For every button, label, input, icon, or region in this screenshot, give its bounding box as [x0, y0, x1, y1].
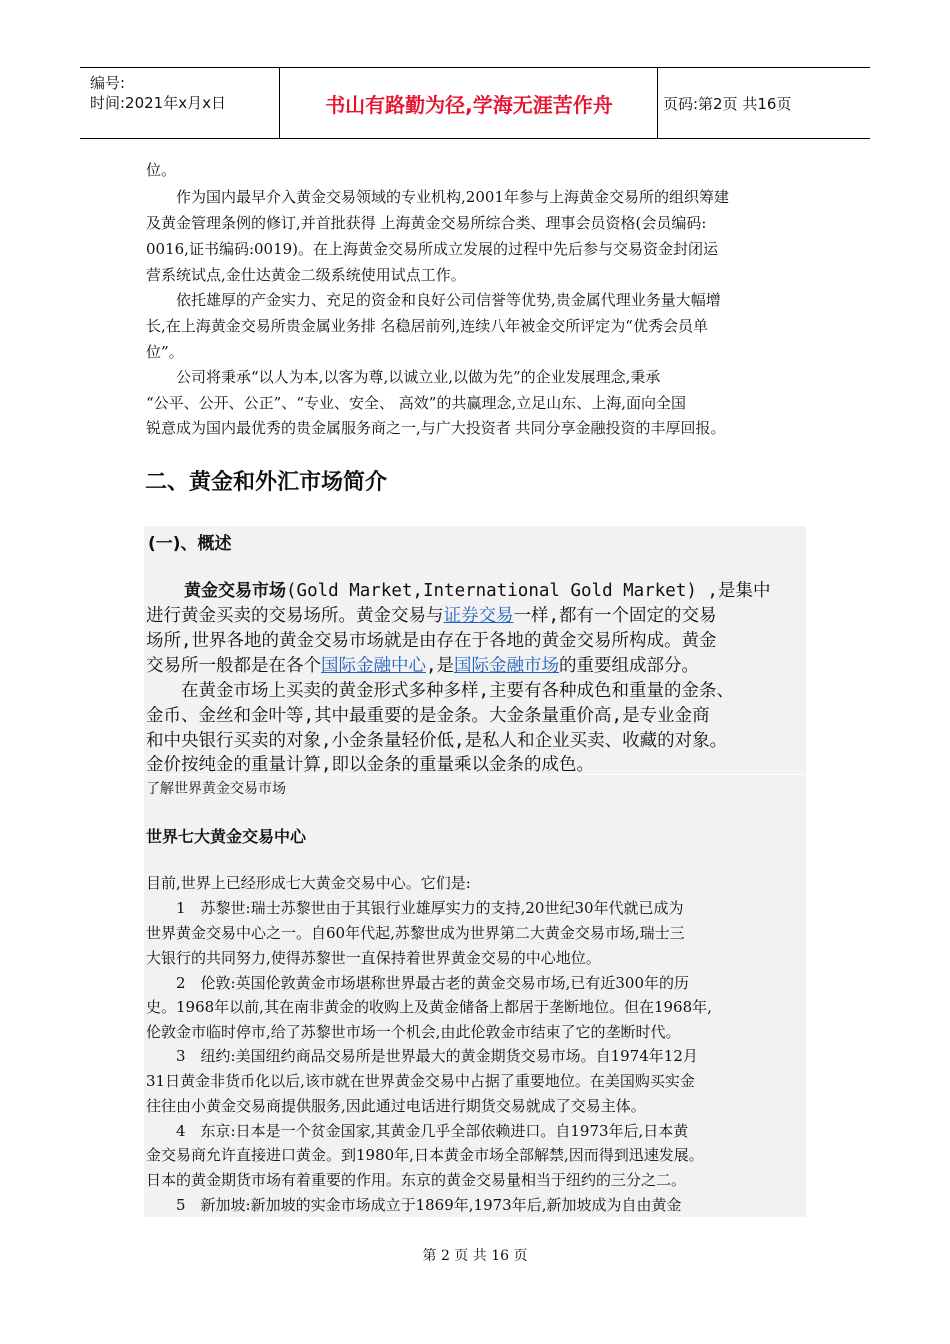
centers-line: 目前,世界上已经形成七大黄金交易中心。它们是:	[146, 874, 471, 892]
header-left-cell	[80, 68, 280, 138]
centers-line: 31日黄金非货币化以后,该市就在世界黄金交易中占据了重要地位。在美国购买实金	[146, 1072, 695, 1090]
header-page-info	[663, 68, 870, 138]
centers-line: 世界黄金交易中心之一。自60年代起,苏黎世成为世界第二大黄金交易市场,瑞士三	[146, 924, 685, 942]
page-header	[80, 67, 870, 139]
intro-line: 锐意成为国内最优秀的贵金属服务商之一,与广大投资者 共同分享金融投资的丰厚回报。	[146, 419, 726, 437]
intro-line: “公平、公开、公正”、“专业、安全、 高效”的共赢理念,立足山东、上海,面向全国	[146, 394, 686, 412]
centers-line: 伦敦金市临时停市,给了苏黎世市场一个机会,由此伦敦金市结束了它的垄断时代。	[146, 1023, 681, 1041]
centers-line: 3 纽约:美国纽约商品交易所是世界最大的黄金期货交易市场。自1974年12月	[146, 1047, 698, 1065]
centers-line: 1 苏黎世:瑞士苏黎世由于其银行业雄厚实力的支持,20世纪30年代就已成为	[146, 899, 684, 917]
centers-line: 5 新加坡:新加坡的实金市场成立于1869年,1973年后,新加坡成为自由黄金	[146, 1196, 682, 1214]
header-motto: 书山有路勤为径,学海无涯苦作舟	[281, 68, 658, 138]
intro-line: 位。	[146, 161, 177, 179]
document-number-label: 编号:	[90, 74, 126, 92]
learn-world-gold-market: 了解世界黄金交易市场	[146, 781, 286, 797]
centers-line: 4 东京:日本是一个贫金国家,其黄金几乎全部依赖进口。自1973年后,日本黄	[146, 1122, 689, 1140]
centers-line: 大银行的共同努力,使得苏黎世一直保持着世界黄金交易的中心地位。	[146, 949, 601, 967]
centers-line: 日本的黄金期货市场有着重要的作用。东京的黄金交易量相当于纽约的三分之二。	[146, 1171, 687, 1189]
intro-line: 0016,证书编码:0019)。在上海黄金交易所成立发展的过程中先后参与交易资金封闭运	[146, 240, 719, 258]
link-securities-trading[interactable]: 证券交易	[443, 606, 514, 626]
overview-line-7: 和中央银行买卖的对象,小金条量轻价低,是私人和企业买卖、收藏的对象。	[146, 731, 728, 751]
section-heading: 二、黄金和外汇市场简介	[145, 470, 388, 495]
intro-line: 位”。	[146, 343, 184, 361]
overview-text: 进行黄金买卖的交易场所。黄金交易与	[146, 606, 444, 626]
overview-line-1	[146, 579, 770, 603]
intro-line: 公司将秉承“以人为本,以客为尊,以诚立业,以做为先”的企业发展理念,秉承	[146, 368, 661, 386]
document-time-label: 时间:2021年x月x日	[90, 94, 226, 112]
intro-line: 长,在上海黄金交易所贵金属业务排 名稳居前列,连续八年被金交所评定为“优秀会员单	[146, 317, 708, 335]
overview-line-4	[146, 654, 699, 678]
intro-line: 依托雄厚的产金实力、充足的资金和良好公司信誉等优势,贵金属代理业务量大幅增	[146, 291, 721, 309]
overview-line-5: 在黄金市场上买卖的黄金形式多种多样,主要有各种成色和重量的金条、	[146, 681, 735, 701]
centers-line: 2 伦敦:英国伦敦黄金市场堪称世界最古老的黄金交易市场,已有近300年的历	[146, 974, 689, 992]
overview-text: ,是	[426, 656, 455, 676]
term-gold-market: 黄金交易市场	[184, 581, 286, 601]
centers-line: 金交易商允许直接进口黄金。到1980年,日本黄金市场全部解禁,因而得到迅速发展。	[146, 1146, 704, 1164]
intro-line: 作为国内最早介入黄金交易领域的专业机构,2001年参与上海黄金交易所的组织筹建	[146, 188, 729, 206]
centers-heading: 世界七大黄金交易中心	[146, 827, 307, 846]
overview-text: 交易所一般都是在各个	[146, 656, 321, 676]
intro-line: 及黄金管理条例的修订,并首批获得 上海黄金交易所综合类、理事会员资格(会员编码:	[146, 214, 707, 232]
page-info-text: 页码:第2页 共16页	[663, 94, 792, 113]
overview-line-6: 金币、金丝和金叶等,其中最重要的是金条。大金条量重价高,是专业金商	[146, 706, 710, 726]
centers-line: 史。1968年以前,其在南非黄金的收购上及黄金储备上都居于垄断地位。但在1968年,	[146, 998, 712, 1016]
overview-line-8: 金价按纯金的重量计算,即以金条的重量乘以金条的成色。	[146, 755, 595, 775]
intro-line: 营系统试点,金仕达黄金二级系统使用试点工作。	[146, 266, 466, 284]
centers-line: 往往由小黄金交易商提供服务,因此通过电话进行期货交易就成了交易主体。	[146, 1097, 646, 1115]
link-international-financial-market[interactable]: 国际金融市场	[454, 656, 560, 676]
overview-text: 一样,都有一个固定的交易	[513, 606, 717, 626]
page-footer: 第 2 页 共 16 页	[422, 1248, 528, 1264]
overview-text: 的重要组成部分。	[559, 656, 700, 676]
overview-line-3: 场所,世界各地的黄金交易市场就是由存在于各地的黄金交易所构成。黄金	[146, 631, 717, 651]
term-english: (Gold Market,International Gold Market) ,是集中	[286, 581, 771, 601]
subsection-heading: (一)、概述	[148, 534, 232, 554]
overview-line-2	[146, 604, 717, 628]
link-international-financial-center[interactable]: 国际金融中心	[321, 656, 426, 676]
